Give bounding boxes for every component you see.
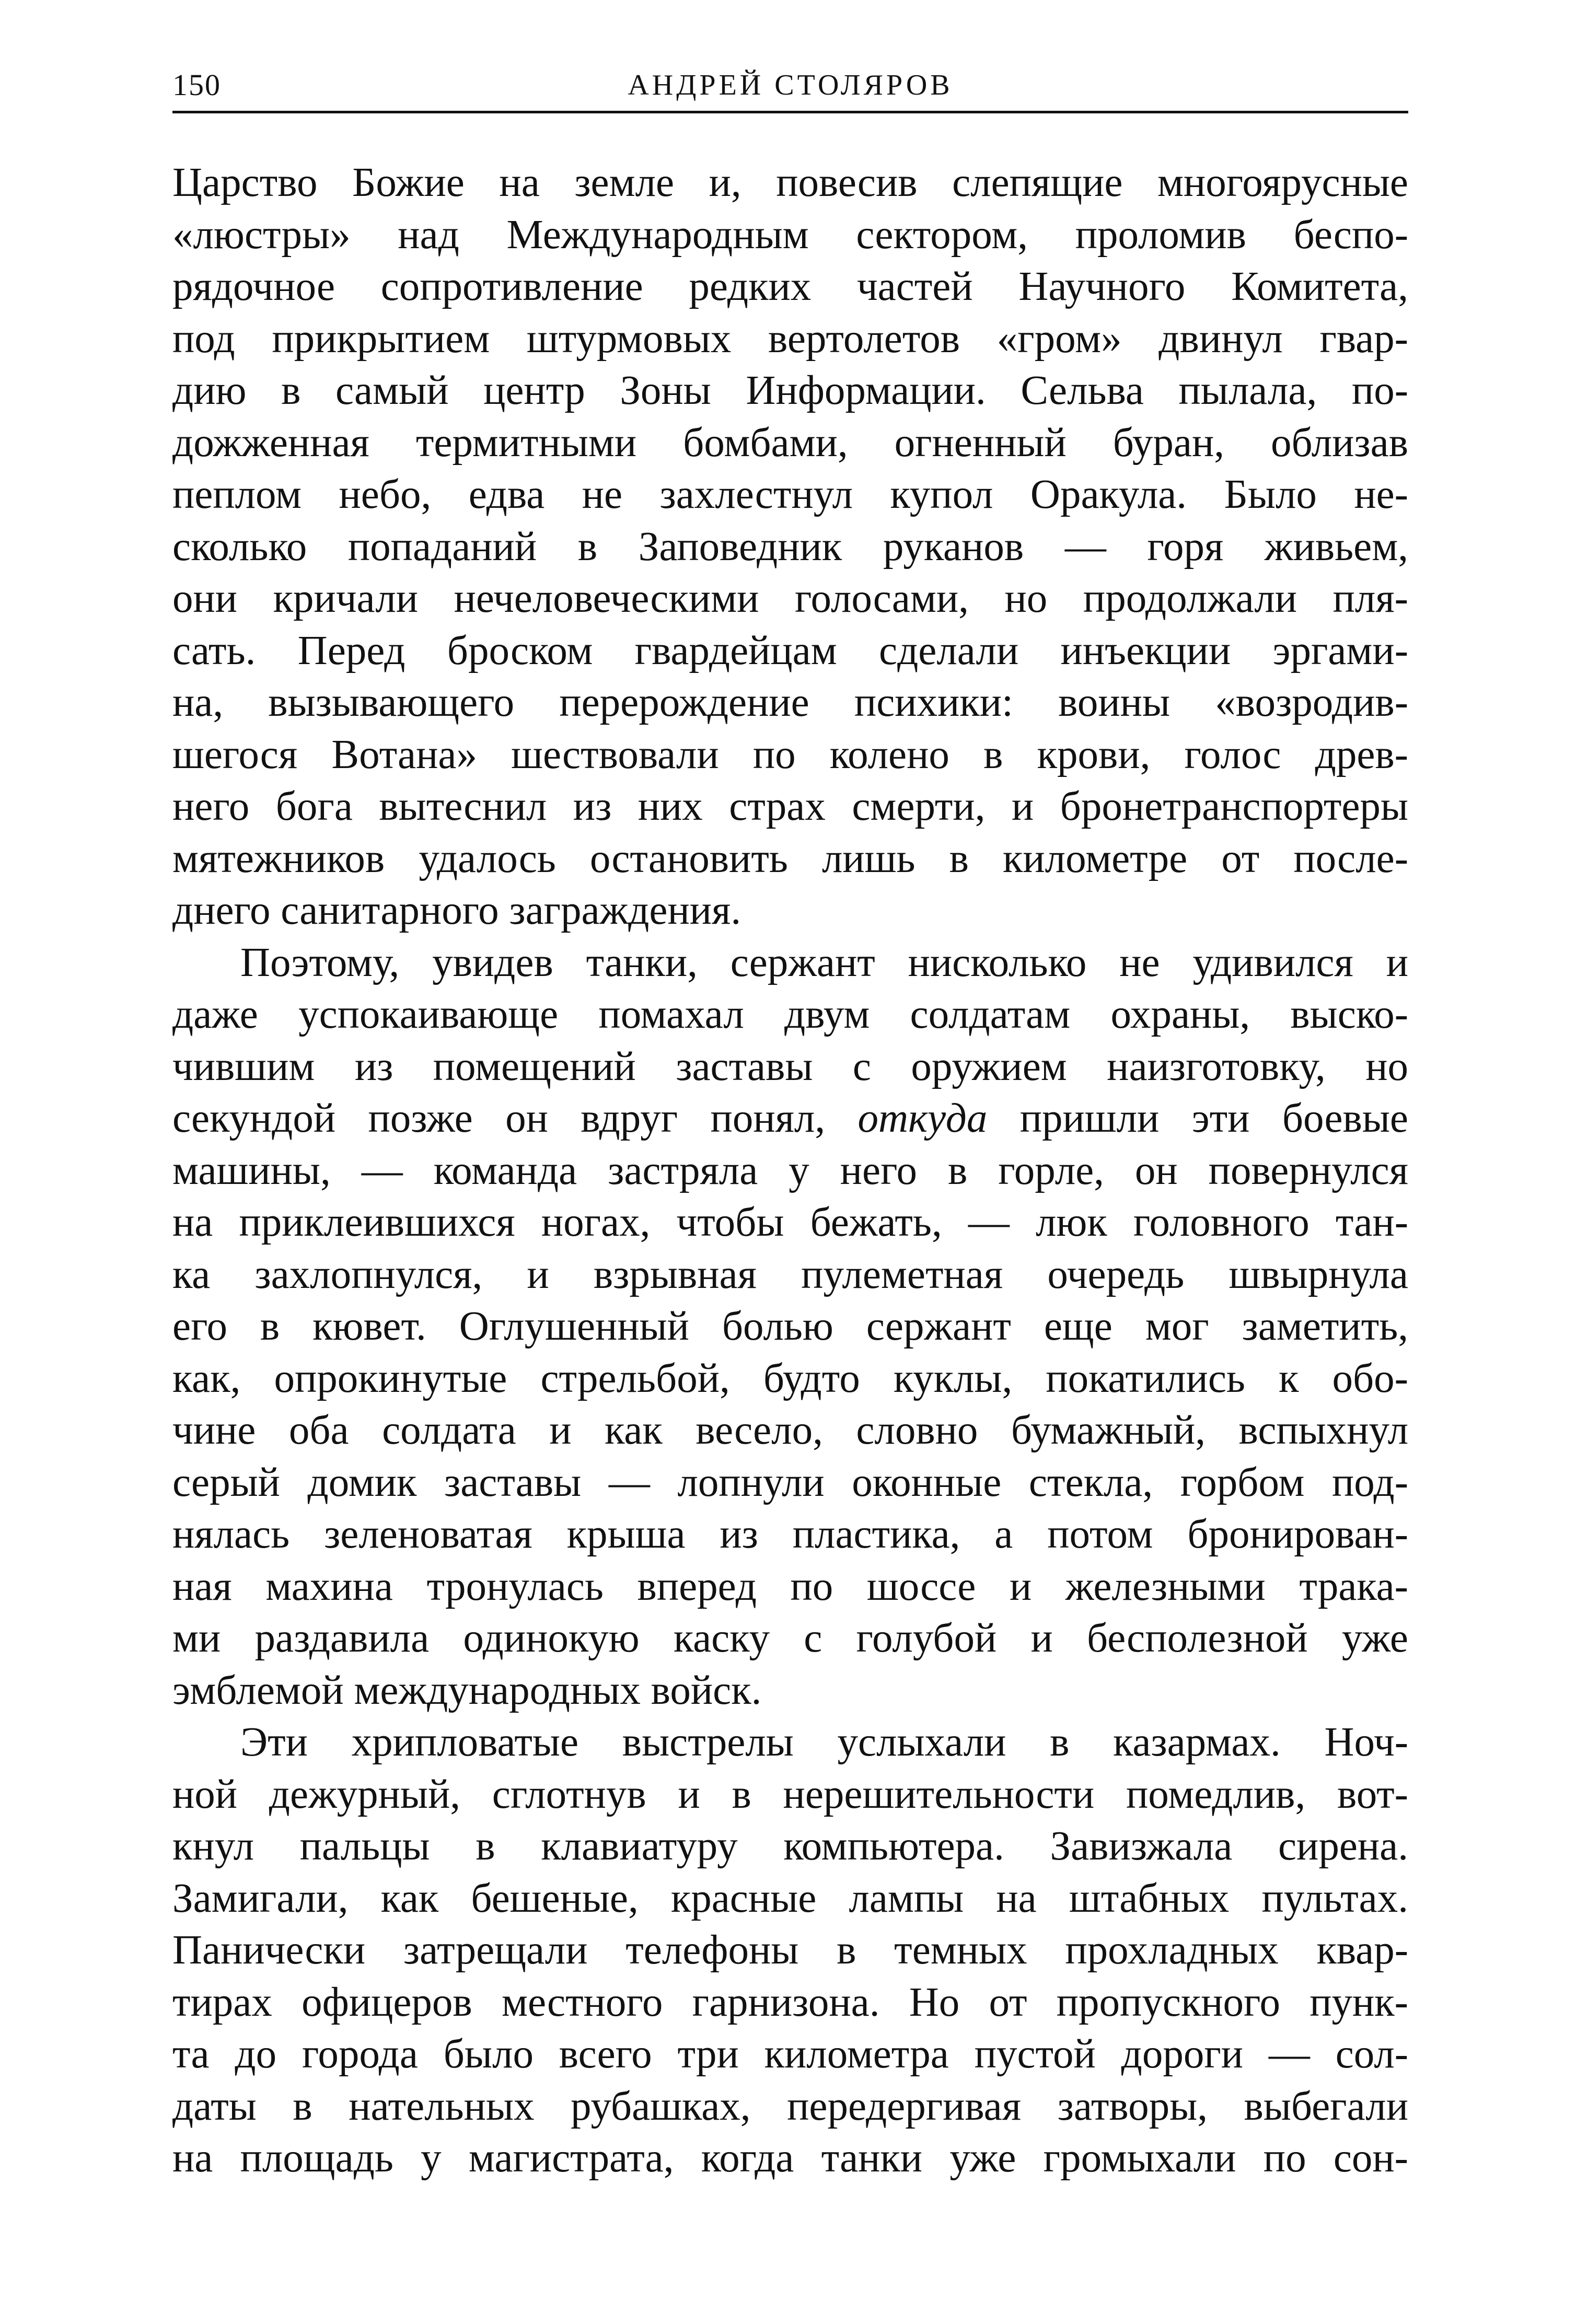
- emphasis: откуда: [857, 1096, 988, 1141]
- text-line: сать. Перед броском гвардейцам сделали инъекции эргами-: [172, 628, 1408, 673]
- text-line: ная махина тронулась вперед по шоссе и железными трака-: [172, 1563, 1408, 1609]
- text-line: эмблемой международных войск.: [172, 1667, 762, 1713]
- text-line: серый домик заставы — лопнули оконные стекла, горбом под-: [172, 1459, 1408, 1505]
- text-line: шегося Вотана» шествовали по колено в крови, голос древ-: [172, 731, 1408, 777]
- text-line: Эти хрипловатые выстрелы услыхали в казармах. Ноч-: [240, 1719, 1408, 1765]
- text-line: мятежников удалось остановить лишь в километре от после-: [172, 835, 1408, 881]
- header-rule: [172, 111, 1408, 113]
- text-line: дию в самый центр Зоны Информации. Сельва пылала, по-: [172, 368, 1408, 413]
- text-line: дожженная термитными бомбами, огненный буран, облизав: [172, 420, 1408, 466]
- text-line: его в кювет. Оглушенный болью сержант еще мог заметить,: [172, 1304, 1408, 1349]
- text-line: кнул пальцы в клавиатуру компьютера. Завизжала сирена.: [172, 1823, 1408, 1869]
- text-line: пеплом небо, едва не захлестнул купол Оракула. Было не-: [172, 472, 1408, 517]
- text-line: тирах офицеров местного гарнизона. Но от пропускного пунк-: [172, 1979, 1408, 2025]
- text-line: рядочное сопротивление редких частей Научного Комитета,: [172, 264, 1408, 309]
- page-number: 150: [172, 68, 221, 102]
- text-line: нялась зеленоватая крыша из пластика, а потом бронирован-: [172, 1512, 1408, 1557]
- text-line: Панически затрещали телефоны в темных прохладных квар-: [172, 1927, 1408, 1973]
- text-line: даты в нательных рубашках, передергивая затворы, выбегали: [172, 2083, 1408, 2129]
- text-line: та до города было всего три километра пустой дороги — сол-: [172, 2031, 1408, 2077]
- text-line: Замигали, как бешеные, красные лампы на штабных пультах.: [172, 1875, 1408, 1921]
- text-line: чившим из помещений заставы с оружием наизготовку, но: [172, 1043, 1408, 1089]
- running-title: АНДРЕЙ СТОЛЯРОВ: [628, 69, 953, 101]
- text-line: ка захлопнулся, и взрывная пулеметная очередь швырнула: [172, 1251, 1408, 1297]
- text-line: ной дежурный, сглотнув и в нерешительности помедлив, вот-: [172, 1771, 1408, 1817]
- text-line: на площадь у магистрата, когда танки уже громыхали по сон-: [172, 2135, 1408, 2181]
- text-line: ми раздавила одинокую каску с голубой и бесполезной уже: [172, 1616, 1408, 1661]
- running-head: [172, 62, 1408, 109]
- text-line: «люстры» над Международным сектором, проломив беспо-: [172, 212, 1408, 258]
- text-line: секундой позже он вдруг понял, откуда пришли эти боевые: [172, 1096, 1408, 1141]
- text-line: на приклеившихся ногах, чтобы бежать, — люк головного тан-: [172, 1200, 1408, 1245]
- text-line: сколько попаданий в Заповедник руканов — горя живьем,: [172, 524, 1408, 570]
- text-line: они кричали нечеловеческими голосами, но продолжали пля-: [172, 576, 1408, 621]
- body-text: [172, 157, 1408, 2184]
- text-line: как, опрокинутые стрельбой, будто куклы, покатились к обо-: [172, 1355, 1408, 1401]
- text-line: под прикрытием штурмовых вертолетов «гром» двинул гвар-: [172, 316, 1408, 362]
- text-line: чине оба солдата и как весело, словно бумажный, вспыхнул: [172, 1408, 1408, 1453]
- text-line: него бога вытеснил из них страх смерти, и бронетранспортеры: [172, 784, 1408, 829]
- text-line: Царство Божие на земле и, повесив слепящие многоярусные: [172, 160, 1408, 205]
- text-line: даже успокаивающе помахал двум солдатам охраны, выско-: [172, 992, 1408, 1037]
- text-line: на, вызывающего перерождение психики: воины «возродив-: [172, 680, 1408, 725]
- text-line: Поэтому, увидев танки, сержант нисколько не удивился и: [240, 939, 1408, 985]
- text-line: машины, — команда застряла у него в горле, он повернулся: [172, 1147, 1408, 1193]
- text-line: днего санитарного заграждения.: [172, 888, 741, 933]
